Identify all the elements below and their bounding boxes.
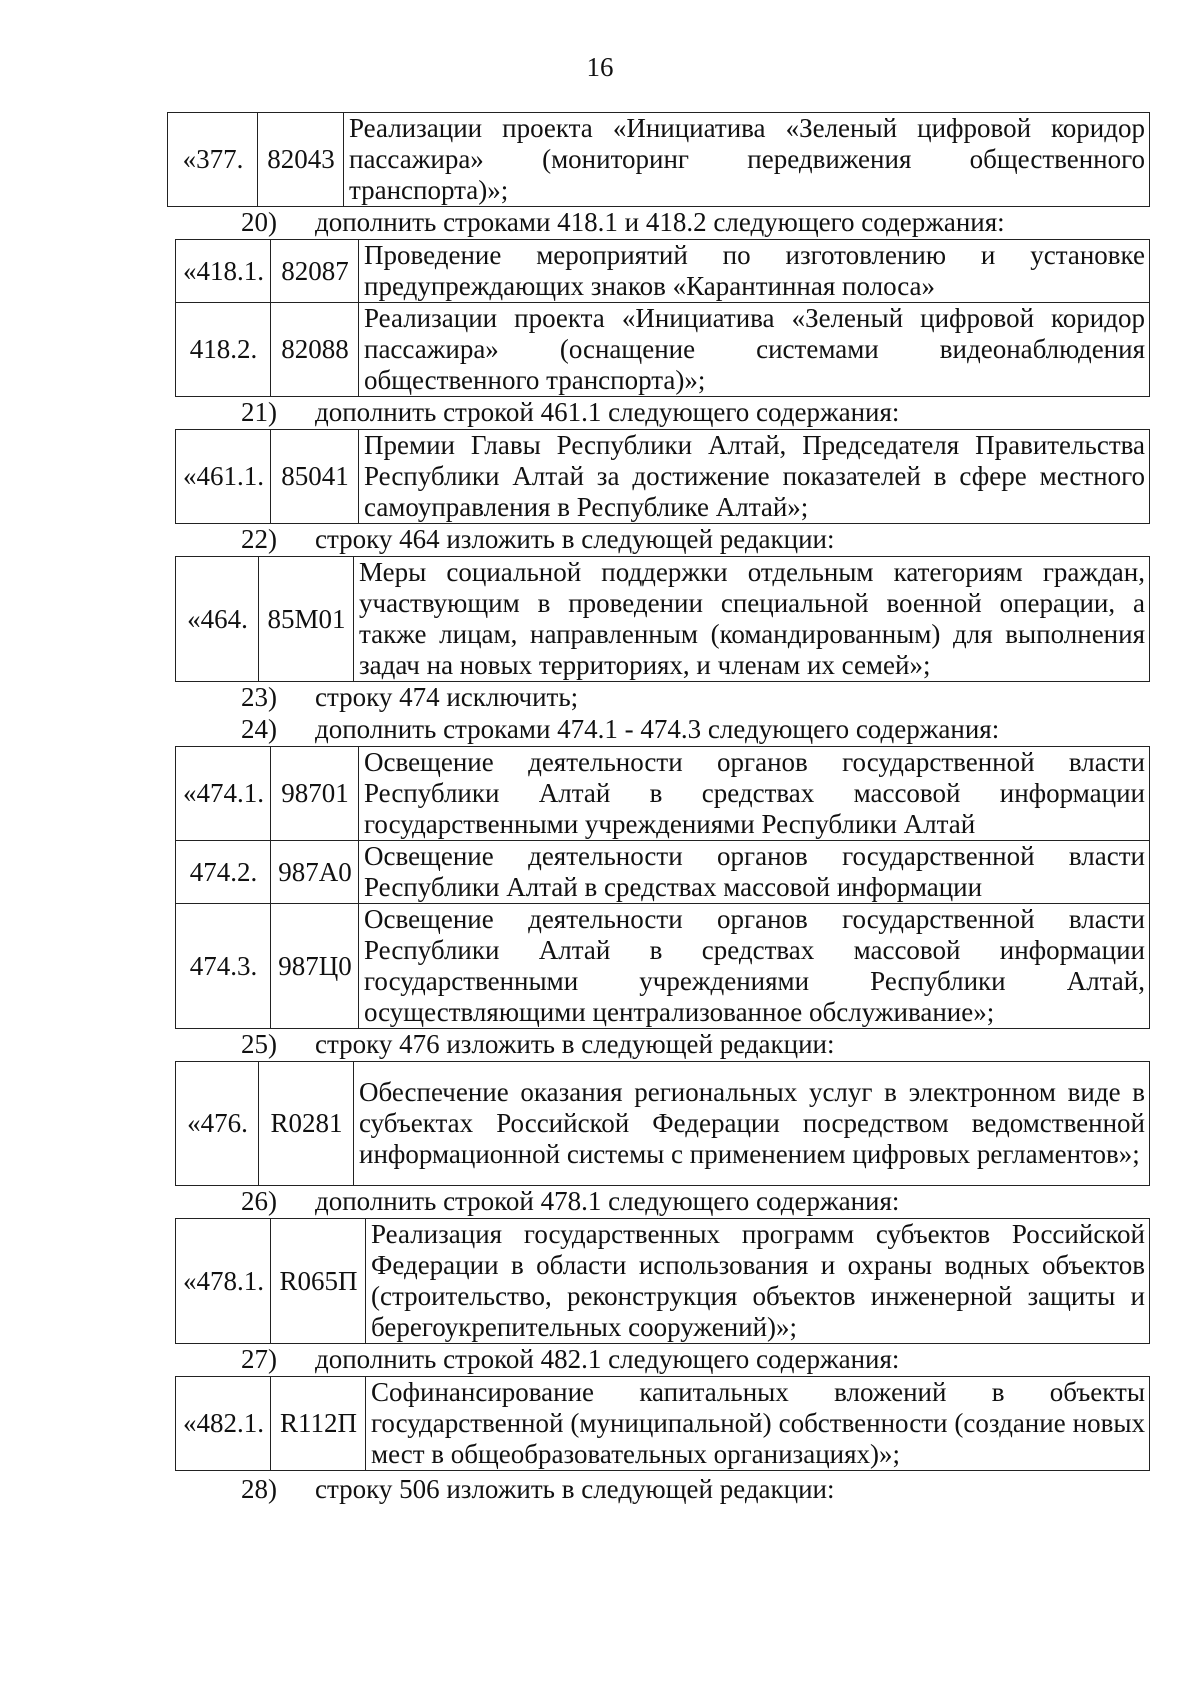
instruction-number: 26) [241,1186,277,1216]
instruction-number: 20) [241,207,277,237]
row-number: «377. [168,113,258,207]
row-code: 987Ц0 [271,904,359,1029]
instruction-item [175,1344,1150,1376]
instruction-text: строку 474 исключить; [315,682,579,712]
instruction-number: 24) [241,714,277,744]
row-number: 474.2. [176,841,271,904]
instruction-number: 27) [241,1344,277,1374]
row-description: Реализации проекта «Инициатива «Зеленый цифровой коридор пассажира» (мониторинг передвижения общественного транспорта)»; [344,113,1150,207]
row-number: «482.1. [176,1377,271,1471]
table-row [176,1377,1150,1471]
row-number: «464. [176,557,259,682]
instruction-text: строку 506 изложить в следующей редакции: [315,1474,835,1504]
row-number: «478.1. [176,1219,271,1344]
instruction-number: 22) [241,524,277,554]
instruction-text: строку 464 изложить в следующей редакции: [315,524,835,554]
table-row [176,1219,1150,1344]
instruction-item [175,714,1150,746]
instruction-item [175,1474,1150,1506]
row-code: 82087 [271,240,359,303]
instruction-number: 21) [241,397,277,427]
row-code: 987А0 [271,841,359,904]
instruction-item [175,524,1150,556]
instruction-item [175,1186,1150,1218]
amendment-table [175,746,1150,1029]
row-code: 98701 [271,747,359,841]
instruction-text: дополнить строкой 461.1 следующего содержания: [315,397,900,427]
row-number: 418.2. [176,303,271,397]
row-number: «461.1. [176,430,271,524]
table-row [176,1062,1150,1186]
table-row [176,557,1150,682]
row-description: Освещение деятельности органов государственной власти Республики Алтай в средствах массовой информации государственными учреждениями Республики Алтай, осуществляющими централизованное обслуживание»; [359,904,1150,1029]
instruction-item [175,207,1150,239]
row-code: 85М01 [259,557,354,682]
instruction-item [175,397,1150,429]
row-description: Реализация государственных программ субъектов Российской Федерации в области использования и охраны водных объектов (строительство, реконструкция объектов инженерной защиты и берегоукрепительных сооружений)»; [366,1219,1150,1344]
instruction-text: строку 476 изложить в следующей редакции: [315,1029,835,1059]
row-number: «474.1. [176,747,271,841]
table-row [176,240,1150,303]
instruction-text: дополнить строками 418.1 и 418.2 следующего содержания: [315,207,1005,237]
instruction-number: 25) [241,1029,277,1059]
row-code: R0281 [259,1062,354,1186]
amendment-table [175,556,1150,682]
table-row [176,430,1150,524]
instruction-item [175,682,1150,714]
amendment-table [175,239,1150,397]
instruction-number: 28) [241,1474,277,1504]
amendment-table [175,1061,1150,1186]
row-description: Премии Главы Республики Алтай, Председателя Правительства Республики Алтай за достижение показателей в сфере местного самоуправления в Республике Алтай»; [359,430,1150,524]
row-code: 82088 [271,303,359,397]
row-description: Освещение деятельности органов государственной власти Республики Алтай в средствах массовой информации [359,841,1150,904]
instruction-text: дополнить строкой 478.1 следующего содержания: [315,1186,900,1216]
table-row [176,303,1150,397]
amendment-table [175,429,1150,524]
instruction-text: дополнить строкой 482.1 следующего содержания: [315,1344,900,1374]
amendment-table [167,112,1150,207]
row-code: 85041 [271,430,359,524]
instruction-item [175,1029,1150,1061]
instruction-text: дополнить строками 474.1 - 474.3 следующего содержания: [315,714,1000,744]
row-description: Проведение мероприятий по изготовлению и установке предупреждающих знаков «Карантинная полоса» [359,240,1150,303]
document-body [175,112,1150,1506]
row-description: Реализации проекта «Инициатива «Зеленый цифровой коридор пассажира» (оснащение системами видеонаблюдения общественного транспорта)»; [359,303,1150,397]
row-number: «476. [176,1062,259,1186]
row-number: 474.3. [176,904,271,1029]
table-row [176,841,1150,904]
table-row [168,113,1150,207]
row-description: Софинансирование капитальных вложений в объекты государственной (муниципальной) собственности (создание новых мест в общеобразовательных организациях)»; [366,1377,1150,1471]
row-number: «418.1. [176,240,271,303]
amendment-table [175,1376,1150,1471]
row-description: Обеспечение оказания региональных услуг в электронном виде в субъектах Российской Федерации посредством ведомственной информационной системы с применением цифровых регламентов»; [354,1062,1150,1186]
instruction-number: 23) [241,682,277,712]
amendment-table [175,1218,1150,1344]
table-row [176,904,1150,1029]
row-code: R112П [271,1377,366,1471]
row-description: Освещение деятельности органов государственной власти Республики Алтай в средствах массовой информации государственными учреждениями Республики Алтай [359,747,1150,841]
row-code: R065П [271,1219,366,1344]
row-code: 82043 [258,113,344,207]
row-description: Меры социальной поддержки отдельным категориям граждан, участвующим в проведении специальной военной операции, а также лицам, направленным (командированным) для выполнения задач на новых территориях, и членам их семей»; [354,557,1150,682]
table-row [176,747,1150,841]
page-number: 16 [586,52,614,82]
